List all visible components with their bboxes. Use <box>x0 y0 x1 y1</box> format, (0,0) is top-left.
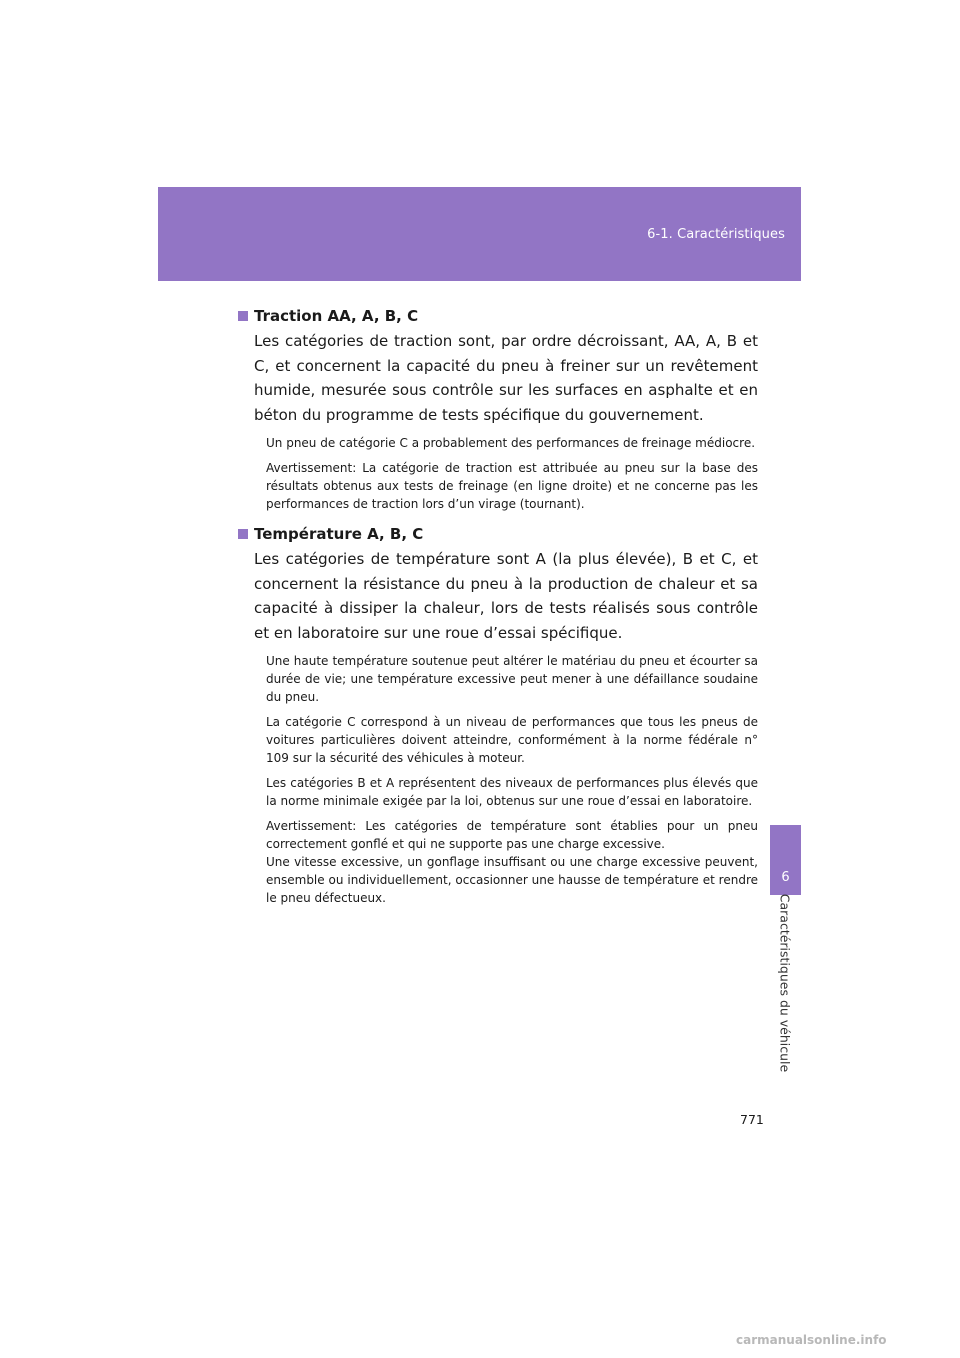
section-traction <box>238 305 758 513</box>
chapter-label: Caractéristiques du véhicule <box>777 893 793 1073</box>
note: Avertissement: La catégorie de traction est attribuée au pneu sur la base des résultats obtenus aux tests de freinage (en ligne droite) et ne concerne pas les performances de traction lors d’un virage (tournant). <box>266 461 758 511</box>
note: Un pneu de catégorie C a probablement des performances de freinage médiocre. <box>266 436 756 450</box>
note: Une haute température soutenue peut altérer le matériau du pneu et écourter sa durée de vie; une température excessive peut mener à une défaillance soudaine du pneu. <box>266 654 758 704</box>
header-band <box>158 187 801 281</box>
note: La catégorie C correspond à un niveau de performances que tous les pneus de voitures particulières doivent atteindre, conformément à la norme fédérale n° 109 sur la sécurité des véhicules à moteur. <box>266 715 758 765</box>
chapter-tab <box>770 825 801 895</box>
section-title <box>238 305 758 327</box>
note: Une vitesse excessive, un gonflage insuffisant ou une charge excessive peuvent, ensemble ou individuellement, occasionner une hausse de température et rendre le pneu défectueux. <box>266 855 758 905</box>
section-title-text: Température A, B, C <box>254 525 424 543</box>
main-content <box>238 305 758 907</box>
section-paragraph: Les catégories de température sont A (la plus élevée), B et C, et concernent la résistance du pneu à la production de chaleur et sa capacité à dissiper la chaleur, lors de tests réalisés sous contrôle et en laboratoire sur une roue d’essai spécifique. <box>254 550 758 642</box>
section-header: 6-1. Caractéristiques <box>647 227 785 242</box>
section-temperature <box>238 523 758 907</box>
section-paragraph: Les catégories de traction sont, par ordre décroissant, AA, A, B et C, et concernent la capacité du pneu à freiner sur un revêtement humide, mesurée sous contrôle sur les surfaces en asphalte et en béton du programme de tests spécifique du gouvernement. <box>254 332 758 424</box>
section-title <box>238 523 758 545</box>
square-bullet-icon <box>238 311 248 321</box>
chapter-number: 6 <box>781 870 790 885</box>
page-number: 771 <box>740 1112 764 1127</box>
square-bullet-icon <box>238 529 248 539</box>
note: Les catégories B et A représentent des niveaux de performances plus élevés que la norme minimale exigée par la loi, obtenus sur une roue d’essai en laboratoire. <box>266 776 758 808</box>
section-title-text: Traction AA, A, B, C <box>254 307 419 325</box>
watermark: carmanualsonline.info <box>736 1333 887 1347</box>
note: Avertissement: Les catégories de température sont établies pour un pneu correctement gonflé et qui ne supporte pas une charge excessive. <box>266 819 758 851</box>
